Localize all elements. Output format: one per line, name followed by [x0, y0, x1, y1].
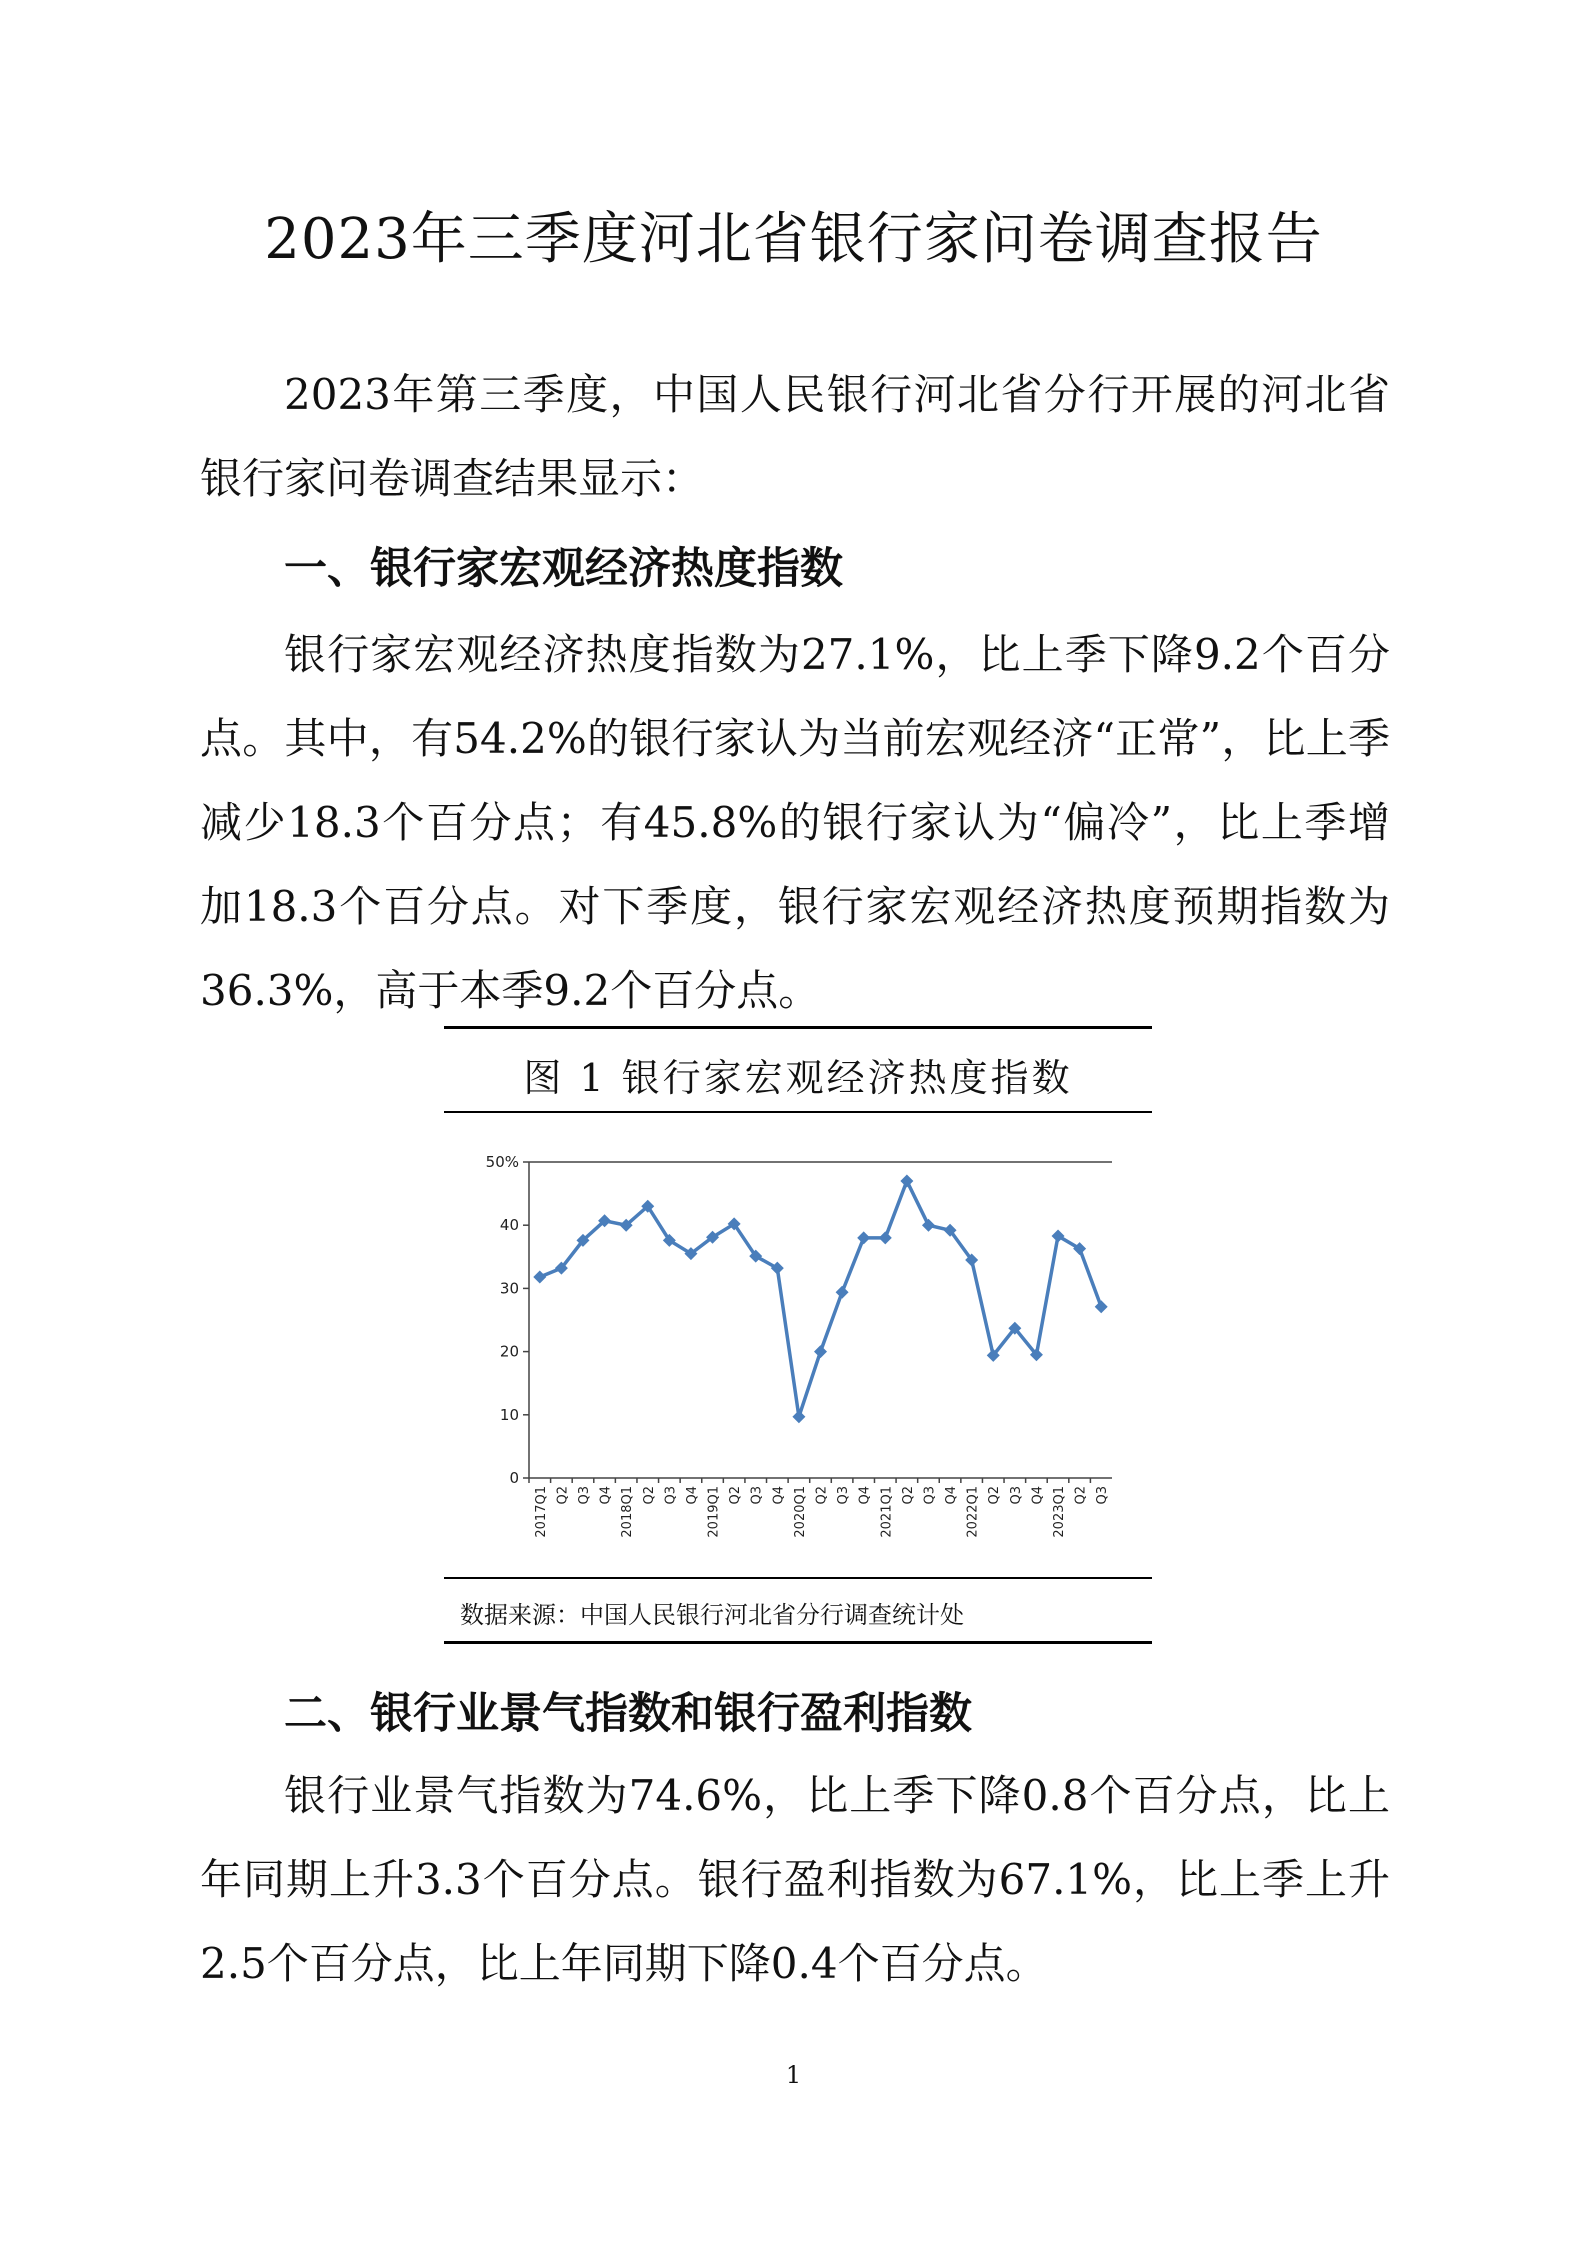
x-tick-label: 2017Q1: [533, 1486, 549, 1538]
x-tick-label: Q4: [857, 1486, 873, 1505]
x-tick-label: Q4: [1030, 1486, 1046, 1505]
x-tick-label: Q3: [1095, 1486, 1111, 1505]
y-tick-label: 20: [499, 1342, 519, 1361]
chart-axes: [523, 1162, 1112, 1483]
figure-source: 数据来源：中国人民银行河北省分行调查统计处: [460, 1601, 964, 1629]
x-tick-label: 2023Q1: [1052, 1486, 1068, 1538]
data-point-marker: [922, 1219, 935, 1232]
x-tick-label: Q2: [987, 1486, 1003, 1505]
x-tick-label: Q3: [836, 1486, 852, 1505]
data-point-marker: [792, 1410, 805, 1423]
x-tick-label: 2020Q1: [792, 1486, 808, 1538]
x-tick-label: Q2: [728, 1486, 744, 1505]
data-point-marker: [533, 1271, 546, 1284]
x-tick-label: Q4: [598, 1486, 614, 1505]
x-tick-label: Q4: [944, 1486, 960, 1505]
line-chart: [444, 1140, 1152, 1580]
x-tick-label: Q3: [922, 1486, 938, 1505]
figure-end-rule: [444, 1641, 1152, 1644]
y-tick-labels: [486, 1153, 519, 1487]
x-tick-label: 2022Q1: [965, 1486, 981, 1538]
section2-paragraph: 银行业景气指数为74.6%，比上季下降0.8个百分点，比上年同期上升3.3个百分点。银行盈利指数为67.1%，比上季上升2.5个百分点，比上年同期下降0.4个百分点。: [200, 1771, 1390, 1988]
x-tick-label: Q4: [771, 1486, 787, 1505]
x-tick-label: 2018Q1: [620, 1486, 636, 1538]
x-tick-label: Q3: [663, 1486, 679, 1505]
y-tick-label: 40: [499, 1216, 519, 1235]
x-tick-label: Q4: [684, 1486, 700, 1505]
data-point-marker: [900, 1174, 913, 1187]
y-tick-label: 10: [499, 1405, 519, 1424]
page-number: 1: [785, 2061, 802, 2089]
x-tick-label: 2021Q1: [879, 1486, 895, 1538]
x-tick-labels: [534, 1486, 1110, 1538]
x-tick-label: Q3: [576, 1486, 592, 1505]
series-line: [540, 1181, 1101, 1417]
y-tick-label: 30: [499, 1279, 519, 1298]
data-point-marker: [814, 1345, 827, 1358]
x-tick-label: Q2: [555, 1486, 571, 1505]
x-tick-label: Q3: [1008, 1486, 1024, 1505]
x-tick-label: Q3: [749, 1486, 765, 1505]
y-tick-label: 50%: [485, 1153, 519, 1171]
figure-top-rule: [444, 1026, 1152, 1029]
y-tick-label: 0: [509, 1469, 519, 1487]
section2-heading: 二、银行业景气指数和银行盈利指数: [284, 1689, 972, 1739]
x-tick-label: Q2: [900, 1486, 916, 1505]
x-tick-label: Q2: [1073, 1486, 1089, 1505]
data-point-marker: [879, 1231, 892, 1244]
data-point-marker: [1095, 1300, 1108, 1313]
data-point-marker: [857, 1231, 870, 1244]
figure-caption-rule: [444, 1111, 1152, 1113]
data-point-marker: [836, 1286, 849, 1299]
x-tick-label: 2019Q1: [706, 1486, 722, 1538]
intro-paragraph: 2023年第三季度，中国人民银行河北省分行开展的河北省银行家问卷调查结果显示：: [200, 370, 1390, 503]
figure-bottom-rule: [444, 1577, 1152, 1579]
data-point-marker: [771, 1262, 784, 1275]
series-markers: [533, 1174, 1107, 1423]
figure-caption: 图 1 银行家宏观经济热度指数: [523, 1056, 1073, 1100]
page-title: 2023年三季度河北省银行家问卷调查报告: [264, 207, 1323, 272]
section1-paragraph: 银行家宏观经济热度指数为27.1%，比上季下降9.2个百分点。其中，有54.2%的银行家认为当前宏观经济“正常”，比上季减少18.3个百分点；有45.8%的银行家认为“偏冷”，比上季增加18.3个百分点。对下季度，银行家宏观经济热度预期指数为36.3%，高于本季9.2个百分点。: [200, 630, 1390, 1015]
x-tick-label: Q2: [814, 1486, 830, 1505]
section1-heading: 一、银行家宏观经济热度指数: [284, 544, 843, 594]
x-tick-label: Q2: [641, 1486, 657, 1505]
